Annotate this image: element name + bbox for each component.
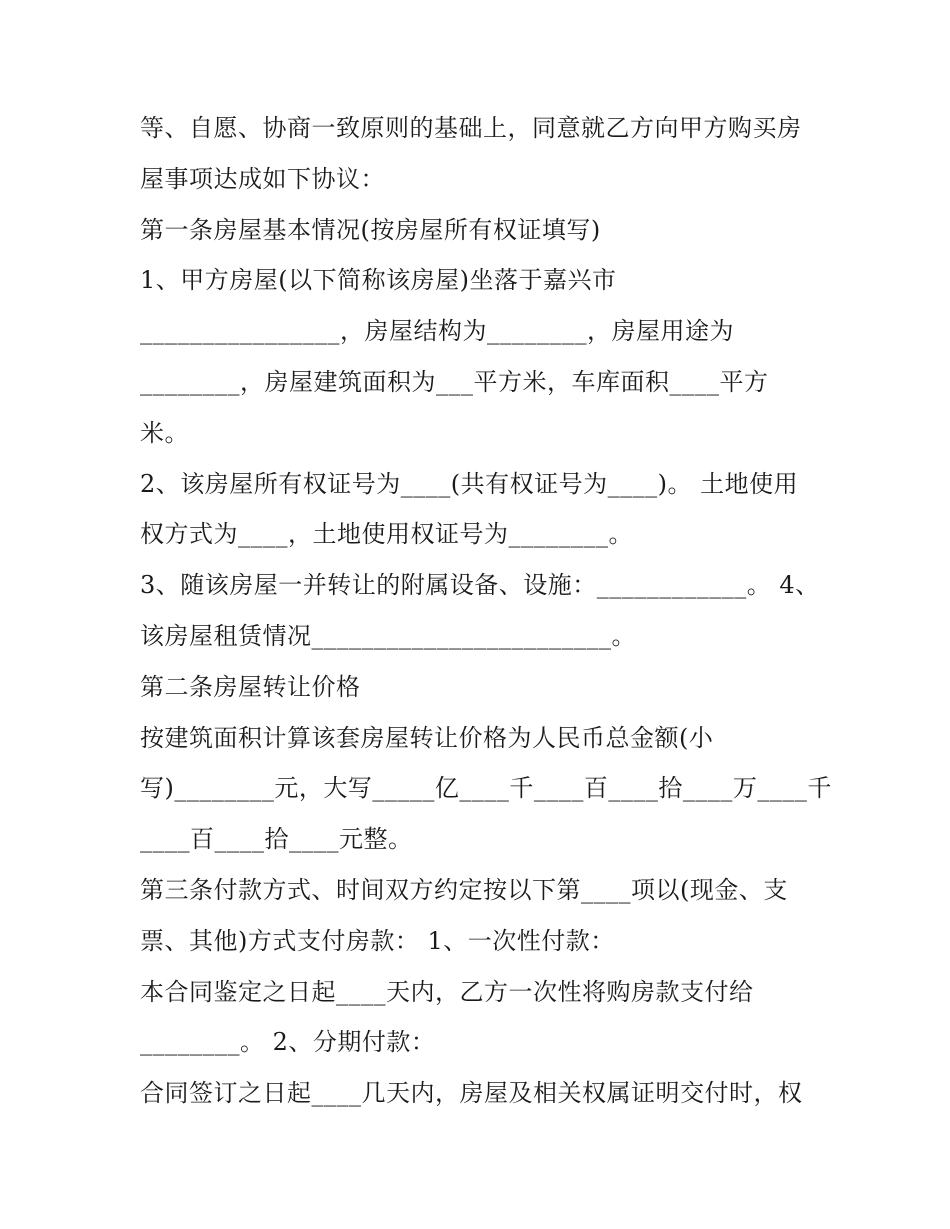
text-line: 写)________元，大写_____亿____千____百____拾____万____千 bbox=[140, 774, 832, 803]
text-line: 屋事项达成如下协议： bbox=[140, 164, 385, 193]
document-body bbox=[140, 103, 832, 1119]
section-heading: 第三条付款方式、时间双方约定按以下第____项以(现金、支 bbox=[140, 875, 788, 904]
section-heading: 第一条房屋基本情况(按房屋所有权证填写) bbox=[140, 215, 601, 244]
text-line: 2、该房屋所有权证号为____(共有权证号为____)。 土地使用 bbox=[140, 469, 799, 498]
text-line: 3、随该房屋一并转让的附属设备、设施：____________。 4、 bbox=[140, 571, 820, 600]
text-line: 合同签订之日起____几天内，房屋及相关权属证明交付时，权 bbox=[140, 1079, 803, 1108]
text-line: 按建筑面积计算该套房屋转让价格为人民币总金额(小 bbox=[140, 723, 714, 752]
text-line: ____百____拾____元整。 bbox=[140, 825, 413, 854]
text-line: ________。 2、分期付款： bbox=[140, 1028, 436, 1057]
text-line: 等、自愿、协商一致原则的基础上，同意就乙方向甲方购买房 bbox=[140, 114, 802, 142]
text-line: 权方式为____，土地使用权证号为________。 bbox=[140, 520, 633, 549]
text-line: ________________，房屋结构为________，房屋用途为 bbox=[140, 317, 734, 346]
section-heading: 第二条房屋转让价格 bbox=[140, 672, 361, 701]
text-line: 票、其他)方式支付房款： 1、一次性付款： bbox=[140, 926, 615, 955]
text-line: 该房屋租赁情况________________________。 bbox=[140, 621, 636, 650]
text-line: 本合同鉴定之日起____天内，乙方一次性将购房款支付给 bbox=[140, 977, 754, 1006]
text-line: 1、甲方房屋(以下简称该房屋)坐落于嘉兴市 bbox=[140, 266, 617, 295]
text-line: ________，房屋建筑面积为___平方米，车库面积____平方 bbox=[140, 367, 769, 396]
text-line: 米。 bbox=[140, 418, 189, 447]
